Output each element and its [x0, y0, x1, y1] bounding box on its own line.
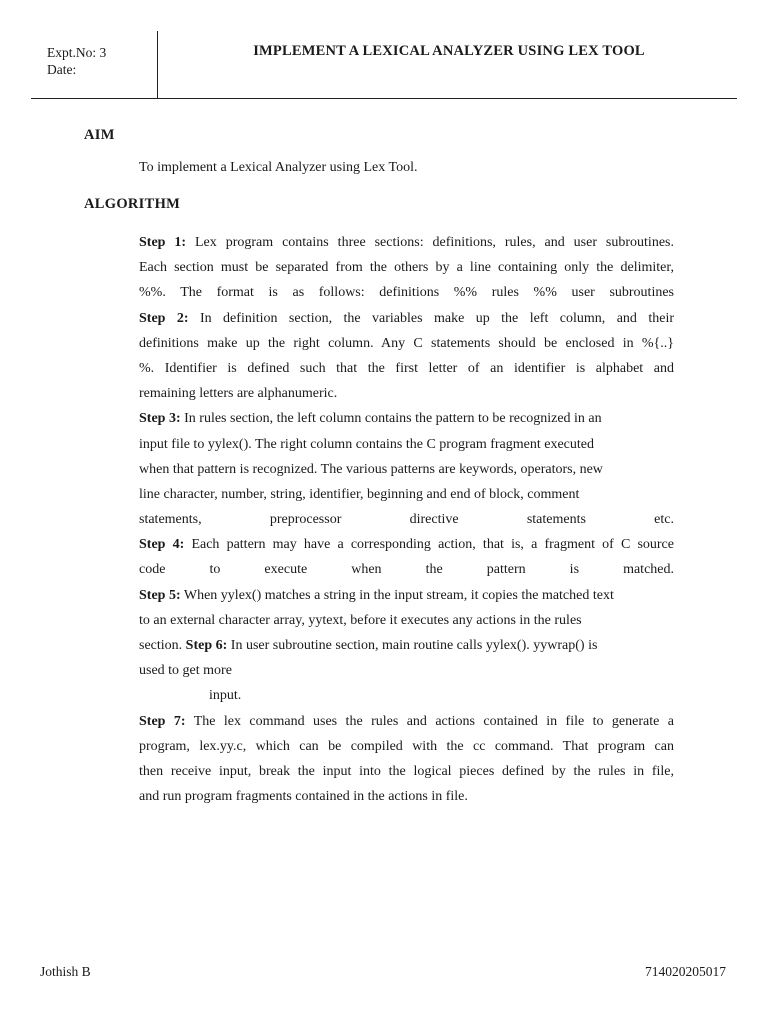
step-text: code to execute when the pattern is matched.: [139, 562, 674, 578]
step-text: program, lex.yy.c, which can be compiled with the cc command. That program can: [139, 738, 674, 754]
algorithm-line: [139, 532, 674, 557]
algorithm-line: [139, 482, 674, 507]
header-divider-horizontal: [31, 98, 737, 99]
step-text: input.: [209, 688, 242, 704]
step-text: When yylex() matches a string in the input stream, it copies the matched text: [180, 587, 614, 603]
document-title: IMPLEMENT A LEXICAL ANALYZER USING LEX TOOL: [253, 43, 645, 59]
algorithm-heading: ALGORITHM: [84, 196, 181, 212]
header-divider-vertical: [157, 31, 158, 99]
step-text: Each section must be separated from the others by a line containing only the delimiter,: [139, 260, 674, 276]
algorithm-line: [139, 255, 674, 280]
step-label: Step 4:: [139, 537, 185, 553]
aim-text: To implement a Lexical Analyzer using Lex Tool.: [139, 160, 418, 175]
algorithm-line: [139, 381, 674, 406]
step-text: used to get more: [139, 663, 232, 679]
step-text: then receive input, break the input into the logical pieces defined by the rules in file,: [139, 763, 674, 779]
step-text: section.: [139, 638, 186, 653]
expt-date: Date:: [47, 62, 77, 77]
algorithm-line: [139, 331, 674, 356]
step-text: In rules section, the left column contains the pattern to be recognized in an: [180, 411, 602, 427]
step-label: Step 7:: [139, 713, 186, 729]
algorithm-line: [139, 406, 674, 431]
step-text: In definition section, the variables make up the left column, and their: [188, 310, 674, 326]
algorithm-line: [139, 709, 674, 734]
step-label: Step 5:: [139, 587, 181, 603]
algorithm-line: [139, 658, 674, 683]
algorithm-line: [139, 633, 674, 658]
step-text: The lex command uses the rules and actions contained in file to generate a: [185, 713, 674, 729]
algorithm-line: [139, 583, 674, 608]
step-text: line character, number, string, identifier, beginning and end of block, comment: [139, 486, 580, 502]
step-text: and run program fragments contained in the actions in file.: [139, 789, 468, 805]
experiment-info: [47, 44, 106, 78]
step-label: Step 1:: [139, 235, 187, 250]
step-text: Each pattern may have a corresponding action, that is, a fragment of C source: [184, 537, 674, 553]
algorithm-line: [139, 306, 674, 331]
aim-heading: AIM: [84, 127, 115, 143]
step-text: statements, preprocessor directive statements etc.: [139, 512, 674, 528]
expt-number: Expt.No: 3: [47, 45, 107, 60]
step-label: Step 3:: [139, 411, 181, 427]
step-text: to an external character array, yytext, before it executes any actions in the rules: [139, 612, 582, 628]
algorithm-line: [139, 356, 674, 381]
algorithm-line: [139, 683, 674, 708]
step-text: Lex program contains three sections: definitions, rules, and user subroutines.: [186, 235, 674, 250]
step-text: definitions make up the right column. Any C statements should be enclosed in %{..}: [139, 335, 674, 351]
algorithm-line: [139, 432, 674, 457]
step-text: %%. The format is as follows: definitions %% rules %% user subroutines: [139, 285, 674, 301]
step-label: Step 2:: [139, 310, 189, 326]
algorithm-line: [139, 230, 674, 255]
algorithm-line: [139, 507, 674, 532]
step-text: %. Identifier is defined such that the first letter of an identifier is alphabet and: [139, 360, 674, 376]
step-text: when that pattern is recognized. The various patterns are keywords, operators, new: [139, 461, 603, 477]
author-name: Jothish B: [40, 964, 91, 979]
algorithm-line: [139, 457, 674, 482]
algorithm-line: [139, 557, 674, 582]
algorithm-line: [139, 734, 674, 759]
algorithm-line: [139, 784, 674, 809]
algorithm-line: [139, 280, 674, 305]
algorithm-line: [139, 608, 674, 633]
step-text: input file to yylex(). The right column contains the C program fragment executed: [139, 436, 594, 452]
algorithm-steps: [139, 230, 674, 809]
step-text: In user subroutine section, main routine calls yylex(). yywrap() is: [227, 638, 598, 653]
step-text: remaining letters are alphanumeric.: [139, 386, 338, 402]
register-number: 714020205017: [645, 964, 726, 979]
step-label: Step 6:: [185, 638, 228, 653]
algorithm-line: [139, 759, 674, 784]
